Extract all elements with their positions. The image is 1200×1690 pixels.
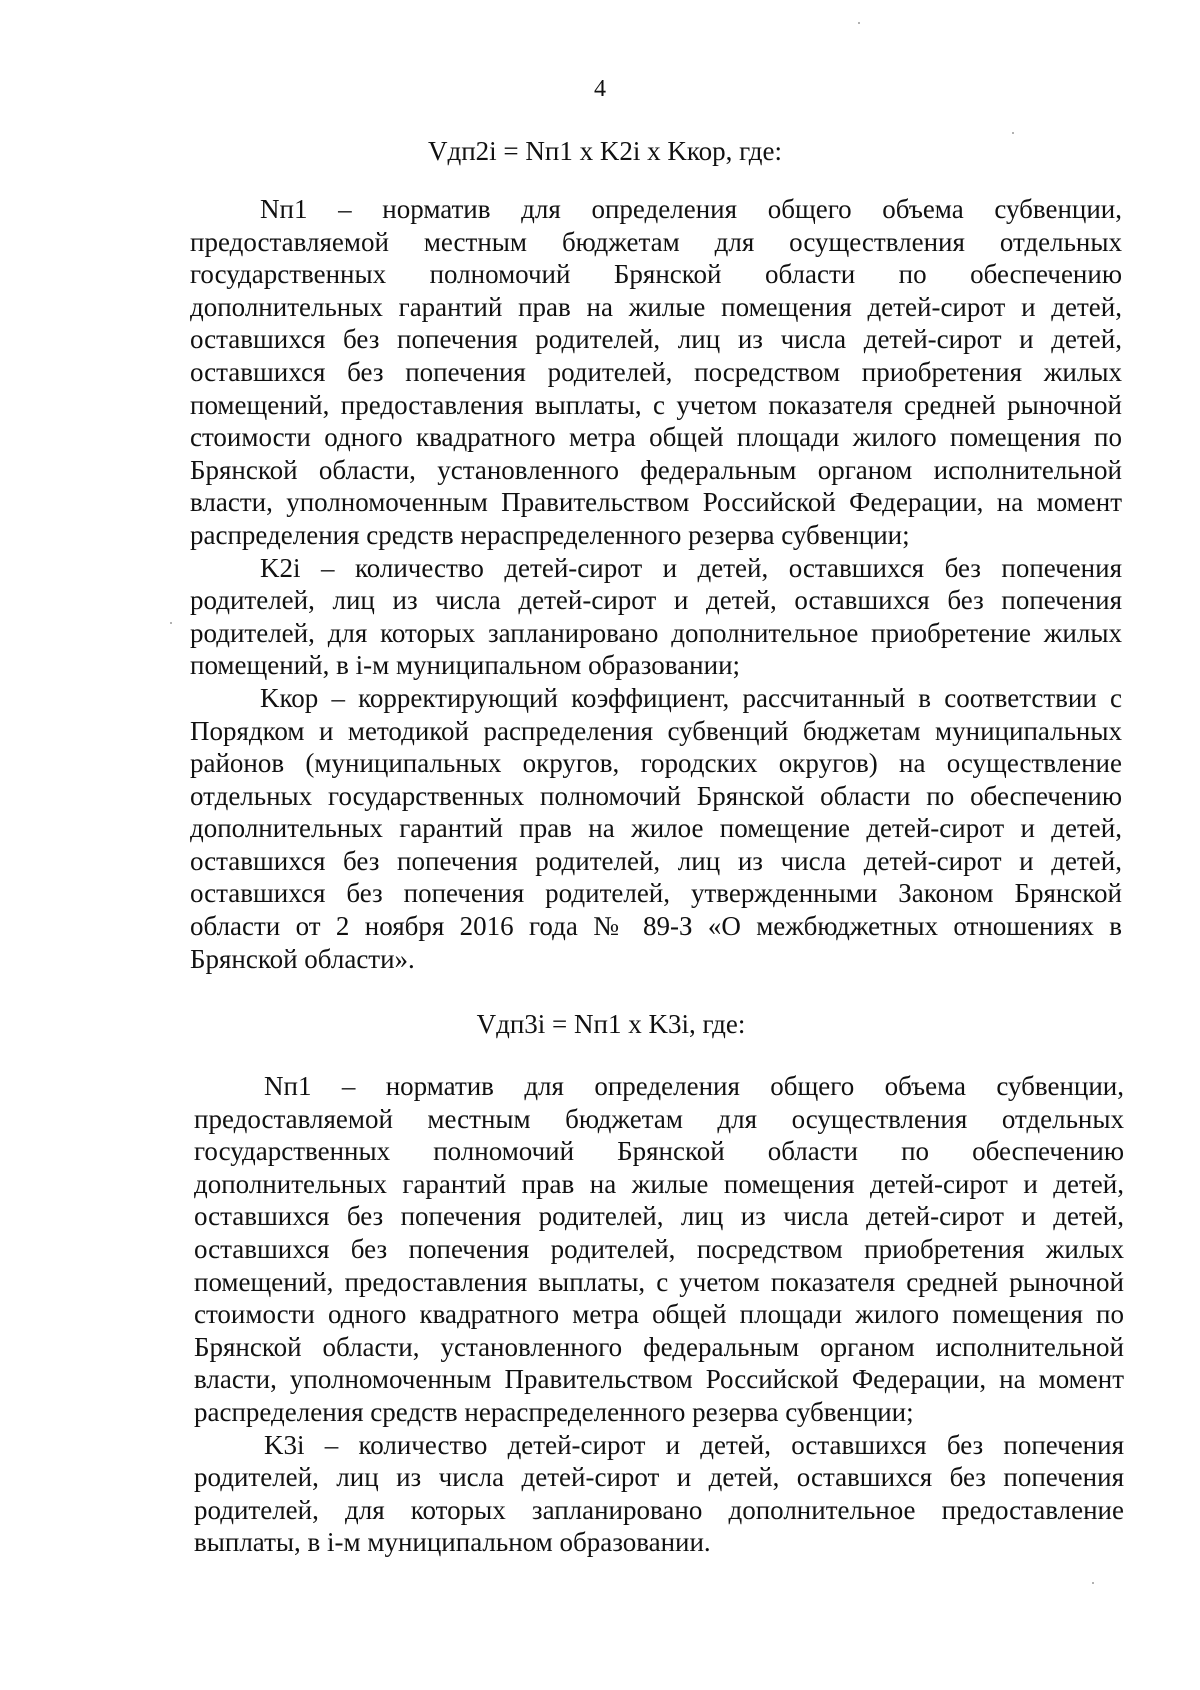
scan-speck (1092, 1582, 1094, 1584)
definition-np1: Nп1 – норматив для определения общего объема субвенции, предоставляемой местным бюджетам для осуществления отдельных государственных полномочий Брянской области по обеспечению дополнительных гарантий прав на жилые помещения детей-сирот и детей, оставшихся без попечения родителей, лиц из числа детей-сирот и детей, оставшихся без попечения родителей, посредством приобретения жилых помещений, предоставления выплаты, с учетом показателя средней рыночной стоимости одного квадратного метра общей площади жилого помещения по Брянской области, установленного федеральным органом исполнительной власти, уполномоченным Правительством Российской Федерации, на момент распределения средств нераспределенного резерва субвенции; (190, 194, 1122, 550)
formula-vdp2i: Vдп2i = Nп1 x K2i x Kкор, где: (427, 136, 783, 166)
scan-speck (1012, 132, 1014, 134)
definitions-block-1 (190, 193, 1122, 975)
definition-np1-second: Nп1 – норматив для определения общего объема субвенции, предоставляемой местным бюджетам для осуществления отдельных государственных полномочий Брянской области по обеспечению дополнительных гарантий прав на жилые помещения детей-сирот и детей, оставшихся без попечения родителей, лиц из числа детей-сирот и детей, оставшихся без попечения родителей, посредством приобретения жилых помещений, предоставления выплаты, с учетом показателя средней рыночной стоимости одного квадратного метра общей площади жилого помещения по Брянской области, установленного федеральным органом исполнительной власти, уполномоченным Правительством Российской Федерации, на момент распределения средств нераспределенного резерва субвенции; (194, 1071, 1124, 1427)
scan-speck (170, 622, 172, 624)
definitions-block-2 (194, 1070, 1124, 1559)
formula-vdp3i: Vдп3i = Nп1 x K3i, где: (476, 1009, 746, 1039)
definition-kkor: Kкор – корректирующий коэффициент, рассчитанный в соответствии с Порядком и методикой распределения субвенций бюджетам муниципальных районов (муниципальных округов, городских округов) на осуществление отдельных государственных полномочий Брянской области по обеспечению дополнительных гарантий прав на жилое помещение детей-сирот и детей, оставшихся без попечения родителей, лиц из числа детей-сирот и детей, оставшихся без попечения родителей, утвержденными Законом Брянской области от 2 ноября 2016 года № 89-З «О межбюджетных отношениях в Брянской области». (190, 682, 1122, 974)
scan-speck (858, 22, 860, 24)
definition-k2i: K2i – количество детей-сирот и детей, оставшихся без попечения родителей, лиц из числа детей-сирот и детей, оставшихся без попечения родителей, для которых запланировано дополнительное приобретение жилых помещений, в i-м муниципальном образовании; (190, 552, 1122, 681)
page-number: 4 (594, 76, 606, 102)
definition-k3i: K3i – количество детей-сирот и детей, оставшихся без попечения родителей, лиц из числа детей-сирот и детей, оставшихся без попечения родителей, для которых запланировано дополнительное предоставление выплаты, в i-м муниципальном образовании. (194, 1429, 1124, 1558)
